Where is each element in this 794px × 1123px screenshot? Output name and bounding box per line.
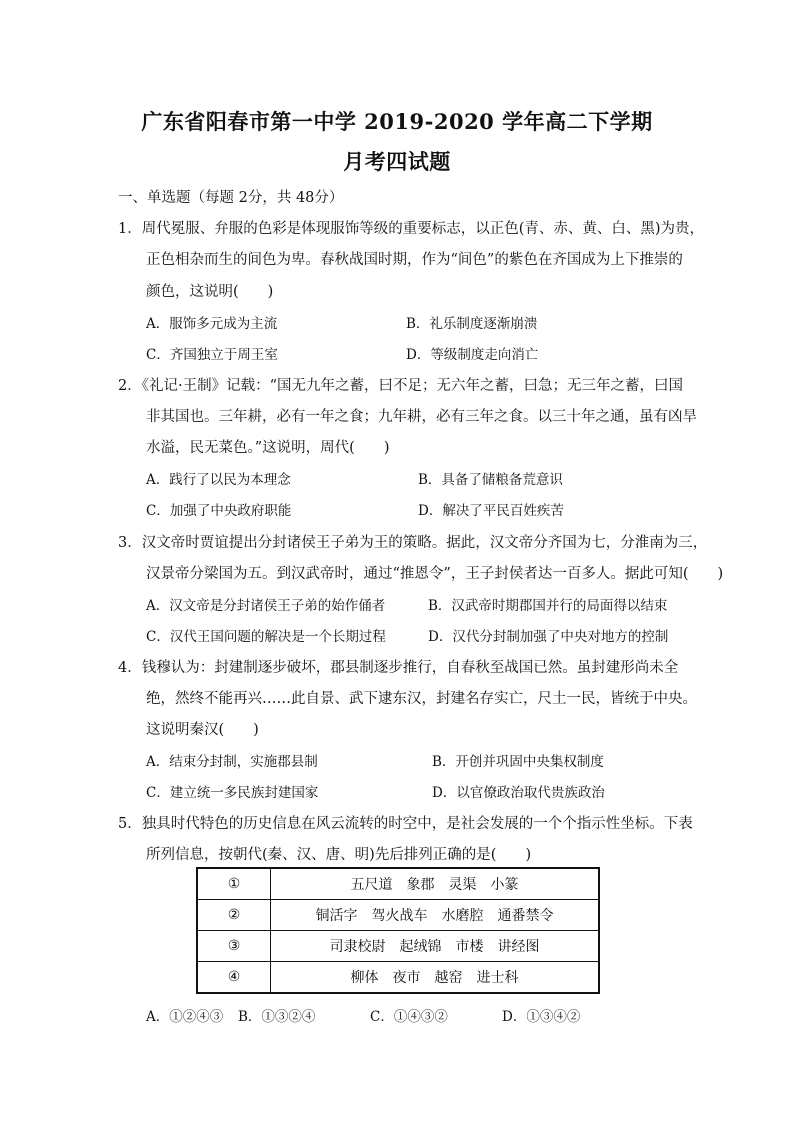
question-1-option-d: D．等级制度走向消亡 bbox=[406, 347, 539, 363]
question-2-line-2: 非其国也。三年耕，必有一年之食；九年耕，必有三年之食。以三十年之通，虽有凶旱 bbox=[146, 409, 697, 425]
question-1-line-3: 颜色，这说明( ) bbox=[146, 284, 274, 300]
question-4-option-c: C．建立统一多民族封建国家 bbox=[146, 785, 319, 801]
table-item: 市楼 bbox=[455, 939, 484, 955]
question-5-option-a: A．①②④③ bbox=[146, 1009, 224, 1025]
table-item: 夜市 bbox=[392, 970, 421, 986]
question-5-option-c: C．①④③② bbox=[370, 1009, 448, 1025]
question-3-option-b: B．汉武帝时期郡国并行的局面得以结束 bbox=[428, 598, 668, 614]
question-2-option-b: B．具备了储粮备荒意识 bbox=[418, 472, 563, 488]
question-4-line-3: 这说明秦汉( ) bbox=[146, 722, 259, 738]
table-item: 柳体 bbox=[350, 970, 379, 986]
table-row bbox=[197, 962, 599, 994]
question-1-line-2: 正色相杂而生的间色为卑。春秋战国时期，作为“间色”的紫色在齐国成为上下推崇的 bbox=[146, 252, 683, 268]
question-5-option-b: B．①③②④ bbox=[238, 1009, 316, 1025]
table-row-number: ④ bbox=[197, 962, 271, 994]
table-row-items bbox=[271, 900, 600, 931]
question-3-option-a: A．汉文帝是分封诸侯王子弟的始作俑者 bbox=[146, 598, 386, 614]
question-1-option-c: C．齐国独立于周王室 bbox=[146, 347, 278, 363]
table-item: 象郡 bbox=[406, 877, 435, 893]
table-row-number: ② bbox=[197, 900, 271, 931]
section-heading: 一、单选题（每题 2分，共 48分） bbox=[118, 190, 344, 206]
exam-title: 广东省阳春市第一中学 2019-2020 学年高二下学期 bbox=[141, 109, 653, 134]
question-2-option-c: C．加强了中央政府职能 bbox=[146, 503, 292, 519]
question-4-option-b: B．开创并巩固中央集权制度 bbox=[432, 754, 604, 770]
table-item: 通番禁令 bbox=[497, 908, 554, 924]
question-3-line-2: 汉景帝分梁国为五。到汉武帝时，通过“推恩令”，王子封侯者达一百多人。据此可知( ) bbox=[146, 566, 724, 582]
exam-subtitle: 月考四试题 bbox=[343, 149, 451, 174]
question-4-option-a: A．结束分封制，实施郡县制 bbox=[146, 754, 318, 770]
table-item: 越窑 bbox=[434, 970, 463, 986]
table-item: 小篆 bbox=[490, 877, 519, 893]
question-1-option-a: A．服饰多元成为主流 bbox=[146, 316, 278, 332]
question-5-line-2: 所列信息，按朝代(秦、汉、唐、明)先后排列正确的是( ) bbox=[146, 847, 532, 863]
question-1-option-b: B．礼乐制度逐渐崩溃 bbox=[406, 316, 538, 332]
table-row-number: ① bbox=[197, 868, 271, 900]
table-row-items bbox=[271, 868, 600, 900]
table-row-items bbox=[271, 962, 600, 994]
question-4-option-d: D．以官僚政治取代贵族政治 bbox=[432, 785, 605, 801]
table-row bbox=[197, 868, 599, 900]
question-5-table bbox=[196, 867, 600, 994]
question-2-line-3: 水溢，民无菜色。”这说明，周代( ) bbox=[146, 440, 390, 456]
question-2-option-a: A．践行了以民为本理念 bbox=[146, 472, 291, 488]
table-item: 灵渠 bbox=[448, 877, 477, 893]
question-3-option-c: C．汉代王国问题的解决是一个长期过程 bbox=[146, 629, 386, 645]
table-row bbox=[197, 900, 599, 931]
question-4-line-2: 绝，然终不能再兴……此自景、武下逮东汉，封建名存实亡，尺土一民，皆统于中央。 bbox=[146, 691, 697, 707]
table-item: 司隶校尉 bbox=[329, 939, 386, 955]
table-item: 起绒锦 bbox=[399, 939, 442, 955]
table-item: 五尺道 bbox=[350, 877, 393, 893]
question-3-option-d: D．汉代分封制加强了中央对地方的控制 bbox=[428, 629, 669, 645]
question-1-line-1: 1．周代冕服、弁服的色彩是体现服饰等级的重要标志，以正色(青、赤、黄、白、黑)为贵， bbox=[118, 221, 705, 237]
question-4-line-1: 4．钱穆认为：封建制逐步破坏，郡县制逐步推行，自春秋至战国已然。虽封建形尚未全 bbox=[118, 660, 679, 676]
table-item: 讲经图 bbox=[497, 939, 540, 955]
table-item: 水磨腔 bbox=[441, 908, 484, 924]
table-item: 驾火战车 bbox=[371, 908, 428, 924]
question-5-line-1: 5．独具时代特色的历史信息在风云流转的时空中，是社会发展的一个个指示性坐标。下表 bbox=[118, 816, 693, 832]
question-2-option-d: D．解决了平民百姓疾苦 bbox=[418, 503, 564, 519]
question-3-line-1: 3．汉文帝时贾谊提出分封诸侯王子弟为王的策略。据此，汉文帝分齐国为七，分淮南为三， bbox=[118, 535, 708, 551]
table-row-items bbox=[271, 931, 600, 962]
table-row-number: ③ bbox=[197, 931, 271, 962]
table-item: 进士科 bbox=[476, 970, 519, 986]
question-2-line-1: 2．《礼记·王制》记载：“国无九年之蓄，曰不足；无六年之蓄，曰急；无三年之蓄，曰国 bbox=[118, 378, 683, 394]
table-row bbox=[197, 931, 599, 962]
question-5-option-d: D．①③④② bbox=[502, 1009, 581, 1025]
table-item: 铜活字 bbox=[315, 908, 358, 924]
